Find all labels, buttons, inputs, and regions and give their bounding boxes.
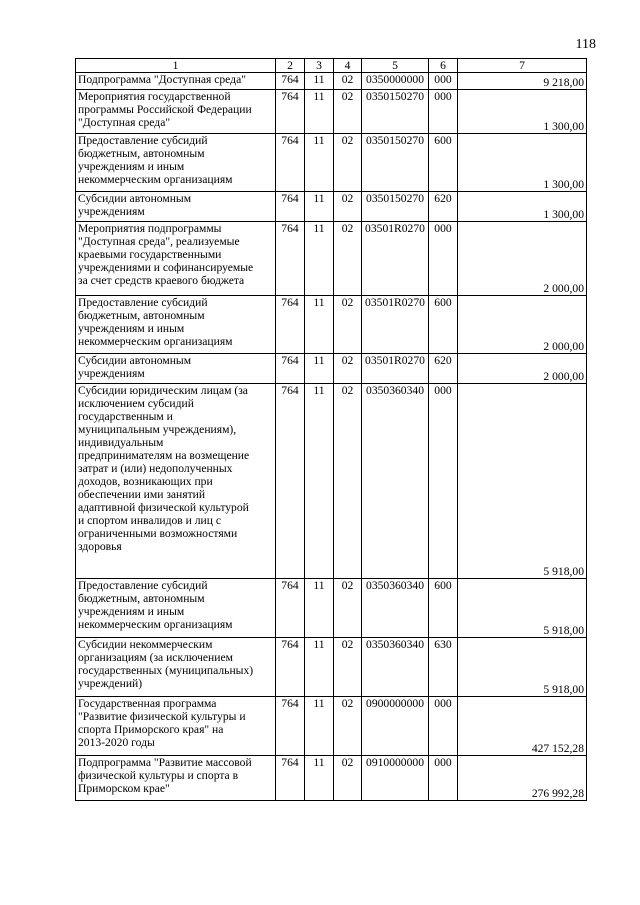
- row-name: Подпрограмма "Развитие массовой физической культуры и спорта в Приморском крае": [76, 756, 276, 801]
- table-header-row: [76, 59, 587, 73]
- row-code-3: 11: [305, 384, 334, 579]
- row-name: Субсидии некоммерческим организациям (за исключением государственных (муниципальных) учреждений): [76, 638, 276, 697]
- row-code-6: 630: [429, 638, 458, 697]
- row-code-2: 764: [276, 354, 305, 384]
- row-amount: 5 918,00: [458, 638, 587, 697]
- row-code-2: 764: [276, 73, 305, 90]
- row-name: Субсидии автономным учреждениям: [76, 354, 276, 384]
- row-code-5: 0350360340: [362, 579, 429, 638]
- table-row: [76, 90, 587, 134]
- row-code-6: 000: [429, 697, 458, 756]
- row-code-6: 000: [429, 73, 458, 90]
- row-code-3: 11: [305, 222, 334, 296]
- row-code-3: 11: [305, 579, 334, 638]
- row-code-5: 0350150270: [362, 192, 429, 222]
- row-code-4: 02: [334, 638, 362, 697]
- row-name: Субсидии юридическим лицам (за исключением субсидий государственным и муниципальным учреждениям), индивидуальным предпринимателям на возмещение затрат и (или) недополученных доходов, возникающих при обеспечении ими занятий адаптивной физической культурой и спортом инвалидов и лиц с ограниченными возможностями здоровья: [76, 384, 276, 579]
- row-code-6: 000: [429, 222, 458, 296]
- row-name: Предоставление субсидий бюджетным, автономным учреждениям и иным некоммерческим организациям: [76, 579, 276, 638]
- table-row: [76, 638, 587, 697]
- row-code-3: 11: [305, 354, 334, 384]
- row-code-3: 11: [305, 134, 334, 192]
- row-code-2: 764: [276, 638, 305, 697]
- row-code-3: 11: [305, 296, 334, 354]
- row-code-2: 764: [276, 134, 305, 192]
- row-code-5: 0900000000: [362, 697, 429, 756]
- row-amount: 427 152,28: [458, 697, 587, 756]
- row-code-3: 11: [305, 73, 334, 90]
- row-code-2: 764: [276, 579, 305, 638]
- row-name: Субсидии автономным учреждениям: [76, 192, 276, 222]
- row-amount: 1 300,00: [458, 134, 587, 192]
- row-code-2: 764: [276, 756, 305, 801]
- row-amount: 1 300,00: [458, 192, 587, 222]
- table-row: [76, 192, 587, 222]
- row-code-4: 02: [334, 134, 362, 192]
- row-code-4: 02: [334, 222, 362, 296]
- row-code-4: 02: [334, 579, 362, 638]
- row-code-3: 11: [305, 638, 334, 697]
- row-code-5: 0350150270: [362, 134, 429, 192]
- row-code-5: 0350360340: [362, 638, 429, 697]
- row-code-6: 600: [429, 296, 458, 354]
- row-amount: 2 000,00: [458, 296, 587, 354]
- row-code-5: 0350360340: [362, 384, 429, 579]
- row-name: Мероприятия государственной программы Российской Федерации "Доступная среда": [76, 90, 276, 134]
- row-code-6: 000: [429, 756, 458, 801]
- table-row: [76, 222, 587, 296]
- row-code-4: 02: [334, 192, 362, 222]
- row-code-6: 620: [429, 192, 458, 222]
- row-code-2: 764: [276, 90, 305, 134]
- row-code-5: 03501R0270: [362, 354, 429, 384]
- row-code-5: 0350150270: [362, 90, 429, 134]
- header-cell: 6: [429, 59, 458, 73]
- row-amount: 9 218,00: [458, 73, 587, 90]
- row-amount: 5 918,00: [458, 579, 587, 638]
- budget-table: [75, 58, 587, 801]
- row-code-4: 02: [334, 90, 362, 134]
- table-row: [76, 756, 587, 801]
- header-cell: 1: [76, 59, 276, 73]
- row-code-5: 03501R0270: [362, 296, 429, 354]
- table-row: [76, 354, 587, 384]
- table-row: [76, 384, 587, 579]
- row-code-2: 764: [276, 222, 305, 296]
- row-code-3: 11: [305, 756, 334, 801]
- row-amount: 1 300,00: [458, 90, 587, 134]
- row-code-6: 000: [429, 90, 458, 134]
- table-row: [76, 697, 587, 756]
- row-code-3: 11: [305, 697, 334, 756]
- row-code-6: 620: [429, 354, 458, 384]
- row-code-4: 02: [334, 354, 362, 384]
- row-name: Предоставление субсидий бюджетным, автономным учреждениям и иным некоммерческим организациям: [76, 296, 276, 354]
- row-code-3: 11: [305, 90, 334, 134]
- row-code-4: 02: [334, 296, 362, 354]
- row-code-4: 02: [334, 697, 362, 756]
- header-cell: 5: [362, 59, 429, 73]
- row-code-4: 02: [334, 384, 362, 579]
- row-name: Государственная программа "Развитие физической культуры и спорта Приморского края" на 2013-2020 годы: [76, 697, 276, 756]
- row-code-2: 764: [276, 384, 305, 579]
- row-code-6: 600: [429, 134, 458, 192]
- row-code-6: 000: [429, 384, 458, 579]
- table-row: [76, 296, 587, 354]
- row-code-2: 764: [276, 296, 305, 354]
- row-amount: 2 000,00: [458, 222, 587, 296]
- header-cell: 4: [334, 59, 362, 73]
- row-code-2: 764: [276, 192, 305, 222]
- row-amount: 276 992,28: [458, 756, 587, 801]
- row-name: Мероприятия подпрограммы "Доступная среда", реализуемые краевыми государственными учреждениями и софинансируемые за счет средств краевого бюджета: [76, 222, 276, 296]
- row-code-3: 11: [305, 192, 334, 222]
- header-cell: 2: [276, 59, 305, 73]
- row-code-6: 600: [429, 579, 458, 638]
- row-code-4: 02: [334, 756, 362, 801]
- row-name: Подпрограмма "Доступная среда": [76, 73, 276, 90]
- row-code-5: 03501R0270: [362, 222, 429, 296]
- header-cell: 7: [458, 59, 587, 73]
- row-amount: 2 000,00: [458, 354, 587, 384]
- table-row: [76, 73, 587, 90]
- table-row: [76, 134, 587, 192]
- row-code-2: 764: [276, 697, 305, 756]
- row-code-5: 0910000000: [362, 756, 429, 801]
- row-name: Предоставление субсидий бюджетным, автономным учреждениям и иным некоммерческим организациям: [76, 134, 276, 192]
- table-row: [76, 579, 587, 638]
- row-code-4: 02: [334, 73, 362, 90]
- header-cell: 3: [305, 59, 334, 73]
- page-number: 118: [575, 37, 596, 52]
- row-amount: 5 918,00: [458, 384, 587, 579]
- row-code-5: 0350000000: [362, 73, 429, 90]
